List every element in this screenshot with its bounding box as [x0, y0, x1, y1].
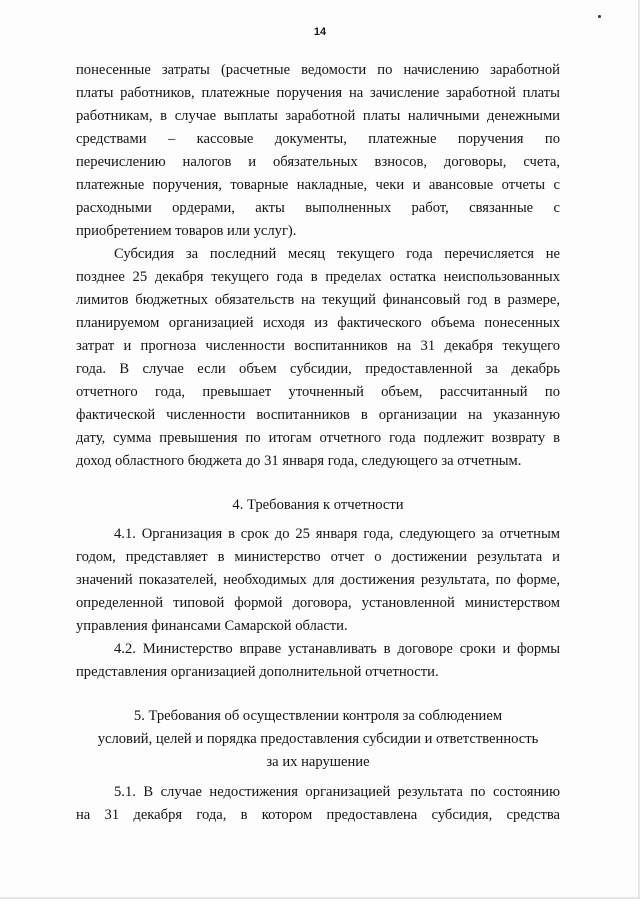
text-line: понесенные затраты (расчетные ведомости по начислению заработной: [76, 62, 560, 78]
text-line: дату, сумма превышения по итогам отчетного года подлежит возврату в: [76, 430, 560, 446]
text-line: доход областного бюджета до 31 января года, следующего за отчетным.: [76, 453, 522, 469]
section-heading: условий, целей и порядка предоставления субсидии и ответственность: [97, 731, 539, 747]
text-line: годом, представляет в министерство отчет о достижении результата и: [76, 549, 560, 565]
text-line: представления организацией дополнительной отчетности.: [76, 664, 439, 680]
text-line: управления финансами Самарской области.: [76, 618, 348, 634]
text-line: работникам, в случае выплаты заработной платы наличными денежными: [76, 108, 560, 124]
text-line: отчетного года, превышает уточненный объем, рассчитанный по: [76, 384, 560, 400]
text-line: планируемом организацией исходя из фактического объема понесенных: [76, 315, 560, 331]
section-heading: 5. Требования об осуществлении контроля за соблюдением: [133, 708, 503, 724]
text-line: значений показателей, необходимых для достижения результата, по форме,: [76, 572, 560, 588]
text-line: платы работников, платежные поручения на зачисление заработной платы: [76, 85, 560, 101]
text-line: перечислению налогов и обязательных взносов, договоры, счета,: [76, 154, 560, 170]
text-line: средствами – кассовые документы, платежные поручения по: [76, 131, 560, 147]
text-line: затрат и прогноза численности воспитанников на 31 декабря текущего: [76, 338, 560, 354]
paragraph-first-line: 4.2. Министерство вправе устанавливать в договоре сроки и формы: [114, 641, 560, 657]
paragraph-first-line: 4.1. Организация в срок до 25 января года, следующего за отчетным: [114, 526, 560, 542]
text-line: приобретением товаров или услуг).: [76, 223, 297, 239]
section-heading: за их нарушение: [266, 754, 370, 770]
paragraph-first-line: Субсидия за последний месяц текущего года перечисляется не: [114, 246, 560, 262]
section-heading: 4. Требования к отчетности: [232, 497, 404, 513]
text-line: лимитов бюджетных обязательств на текущий финансовый год в размере,: [76, 292, 560, 308]
page-number: 14: [313, 26, 327, 38]
paragraph-first-line: 5.1. В случае недостижения организацией результата по состоянию: [114, 784, 560, 800]
text-line: фактической численности воспитанников в организации на указанную: [76, 407, 560, 423]
text-line: года. В случае если объем субсидии, предоставленной за декабрь: [76, 361, 560, 377]
text-line: платежные поручения, товарные накладные, чеки и авансовые отчеты с: [76, 177, 560, 193]
text-line: позднее 25 декабря текущего года в пределах остатка неиспользованных: [76, 269, 560, 285]
text-line: определенной типовой формой договора, установленной министерством: [76, 595, 560, 611]
text-line: на 31 декабря года, в котором предоставлена субсидия, средства: [76, 807, 560, 823]
text-line: расходными ордерами, акты выполненных работ, связанные с: [76, 200, 560, 216]
scan-speck: [598, 15, 601, 18]
